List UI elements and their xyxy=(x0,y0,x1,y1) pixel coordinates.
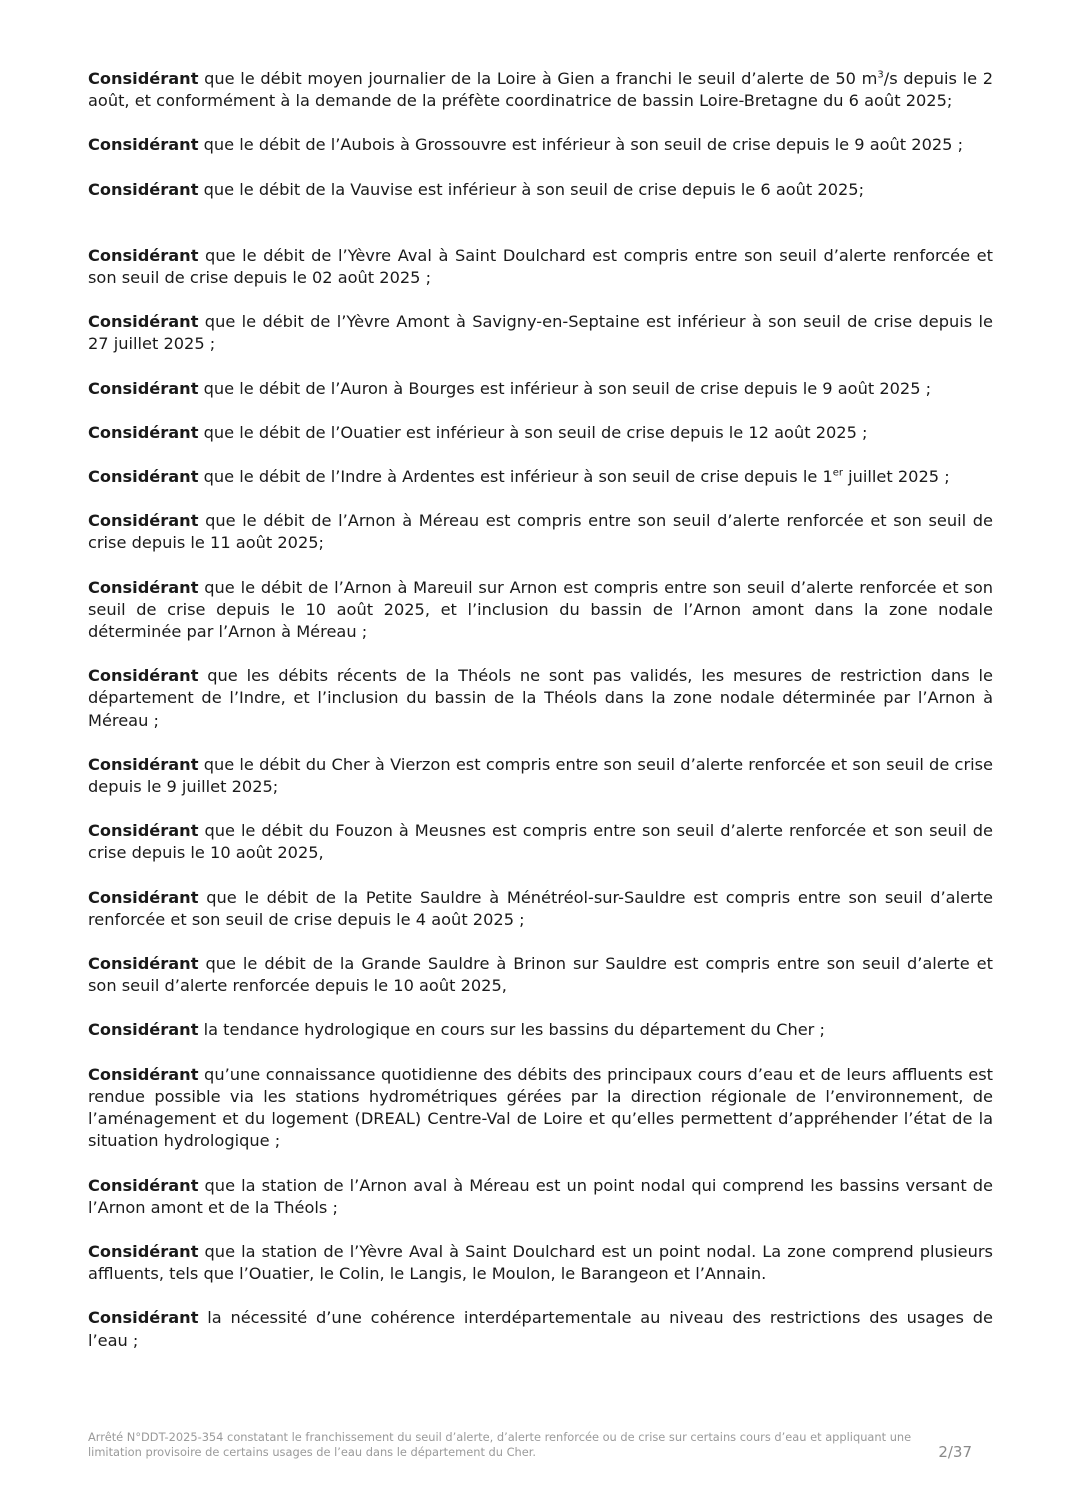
paragraph-text: que le débit de l’Ouatier est inférieur à son seuil de crise depuis le 12 août 2025 ; xyxy=(198,422,868,442)
paragraph-keyword: Considérant xyxy=(88,1308,199,1328)
paragraph-text: la nécessité d’une cohérence interdépartementale au niveau des restrictions des usages de l’eau ; xyxy=(88,1308,993,1350)
paragraph-arnon-nodal xyxy=(88,1175,993,1219)
paragraph-text-continued: juillet 2025 ; xyxy=(843,467,950,487)
paragraph-loire-gien xyxy=(88,68,993,112)
paragraph-keyword: Considérant xyxy=(88,1241,199,1261)
paragraph-text: que la station de l’Arnon aval à Méreau est un point nodal qui comprend les bassins versant de l’Arnon amont et de la Théols ; xyxy=(88,1175,993,1217)
paragraph-keyword: Considérant xyxy=(88,1175,199,1195)
paragraph-petite-sauldre xyxy=(88,887,993,931)
paragraph-keyword: Considérant xyxy=(88,312,199,332)
paragraph-keyword: Considérant xyxy=(88,887,199,907)
paragraph-text: que la station de l’Yèvre Aval à Saint Doulchard est un point nodal. La zone comprend plusieurs affluents, tels que l’Ouatier, le Colin, le Langis, le Moulon, le Barangeon et l’Annain. xyxy=(88,1241,993,1284)
paragraph-text: que le débit de l’Arnon à Mareuil sur Arnon est compris entre son seuil d’alerte renforcée et son seuil de crise depuis le 10 août 2025, et l’inclusion du bassin de l’Arnon amont dans la zone nodale déterminée par l’Arnon à Méreau ; xyxy=(88,577,993,642)
paragraph-keyword: Considérant xyxy=(88,511,199,531)
paragraph-fouzon xyxy=(88,820,993,864)
paragraph-text: que le débit de l’Arnon à Méreau est compris entre son seuil d’alerte renforcée et son seuil de crise depuis le 11 août 2025; xyxy=(88,511,993,553)
paragraph-ouatier xyxy=(88,422,993,444)
paragraph-text: que le débit de l’Auron à Bourges est inférieur à son seuil de crise depuis le 9 août 2025 ; xyxy=(198,378,932,398)
footer-line-1: Arrêté N°DDT-2025-354 constatant le franchissement du seuil d’alerte, d’alerte renforcée ou de crise sur certains cours d’eau et appliquant une xyxy=(88,1430,912,1444)
paragraph-indre xyxy=(88,466,993,488)
paragraph-yevre-nodal xyxy=(88,1241,993,1285)
paragraph-auron xyxy=(88,378,993,400)
paragraph-text: la tendance hydrologique en cours sur les bassins du département du Cher ; xyxy=(198,1020,825,1040)
paragraph-keyword: Considérant xyxy=(88,1064,199,1084)
paragraph-keyword: Considérant xyxy=(88,666,199,686)
paragraph-keyword: Considérant xyxy=(88,821,199,841)
paragraph-keyword: Considérant xyxy=(88,1020,199,1040)
paragraph-keyword: Considérant xyxy=(88,467,199,487)
paragraph-keyword: Considérant xyxy=(88,135,199,155)
paragraph-keyword: Considérant xyxy=(88,69,199,88)
paragraph-text-continued: /s depuis le 2 août, et conformément à la demande de la préfète coordinatrice de bassin Loire-Bretagne du 6 août 2025; xyxy=(88,69,993,111)
paragraph-keyword: Considérant xyxy=(88,245,199,265)
paragraph-keyword: Considérant xyxy=(88,179,199,199)
paragraph-keyword: Considérant xyxy=(88,422,199,442)
paragraph-theols xyxy=(88,665,993,732)
paragraph-coherence xyxy=(88,1307,993,1351)
paragraph-arnon-mareuil xyxy=(88,577,993,644)
paragraph-keyword: Considérant xyxy=(88,754,199,774)
page-footer xyxy=(88,1430,972,1459)
paragraph-yevre-aval xyxy=(88,245,993,289)
paragraph-text: que le débit de l’Yèvre Amont à Savigny-en-Septaine est inférieur à son seuil de crise depuis le 27 juillet 2025 ; xyxy=(88,312,993,354)
paragraph-keyword: Considérant xyxy=(88,577,199,597)
paragraph-grande-sauldre xyxy=(88,953,993,997)
paragraph-keyword: Considérant xyxy=(88,378,199,398)
footer-line-2: limitation provisoire de certains usages de l’eau dans le département du Cher. xyxy=(88,1444,537,1459)
paragraph-text: que le débit du Fouzon à Meusnes est compris entre son seuil d’alerte renforcée et son seuil de crise depuis le 10 août 2025, xyxy=(88,821,993,863)
paragraph-vauvise xyxy=(88,179,993,201)
paragraph-connaissance xyxy=(88,1064,993,1153)
superscript: er xyxy=(832,467,844,479)
paragraph-text: que le débit moyen journalier de la Loire à Gien a franchi le seuil d’alerte de 50 m xyxy=(198,69,878,88)
paragraph-tendance xyxy=(88,1019,993,1041)
document-body xyxy=(88,68,993,1374)
paragraph-text: que le débit de la Vauvise est inférieur à son seuil de crise depuis le 6 août 2025; xyxy=(198,179,865,199)
paragraph-cher-vierzon xyxy=(88,754,993,798)
paragraph-keyword: Considérant xyxy=(88,954,199,974)
paragraph-text: que le débit de l’Aubois à Grossouvre est inférieur à son seuil de crise depuis le 9 août 2025 ; xyxy=(198,135,964,155)
paragraph-text: qu’une connaissance quotidienne des débits des principaux cours d’eau et de leurs affluents est rendue possible via les stations hydrométriques gérées par la direction régionale de l’environnement, de l’aménagement et du logement (DREAL) Centre-Val de Loire et qu’elles permettent d’appréhender l’état de la situation hydrologique ; xyxy=(88,1064,993,1151)
paragraph-aubois xyxy=(88,134,993,156)
paragraph-yevre-amont xyxy=(88,311,993,355)
paragraph-text: que le débit de l’Yèvre Aval à Saint Doulchard est compris entre son seuil d’alerte renforcée et son seuil de crise depuis le 02 août 2025 ; xyxy=(88,245,993,288)
paragraph-text: que le débit de la Petite Sauldre à Ménétréol-sur-Sauldre est compris entre son seuil d’alerte renforcée et son seuil de crise depuis le 4 août 2025 ; xyxy=(88,887,993,929)
page-number: 2/37 xyxy=(938,1442,972,1461)
superscript: 3 xyxy=(877,69,884,81)
paragraph-text: que le débit de l’Indre à Ardentes est inférieur à son seuil de crise depuis le 1 xyxy=(198,467,833,487)
paragraph-text: que le débit du Cher à Vierzon est compris entre son seuil d’alerte renforcée et son seuil de crise depuis le 9 juillet 2025; xyxy=(88,754,993,797)
paragraph-text: que les débits récents de la Théols ne sont pas validés, les mesures de restriction dans le département de l’Indre, et l’inclusion du bassin de la Théols dans la zone nodale déterminée par l’Arnon à Méreau ; xyxy=(88,666,993,730)
paragraph-text: que le débit de la Grande Sauldre à Brinon sur Sauldre est compris entre son seuil d’alerte et son seuil d’alerte renforcée depuis le 10 août 2025, xyxy=(88,954,993,996)
paragraph-arnon-mereau xyxy=(88,510,993,554)
